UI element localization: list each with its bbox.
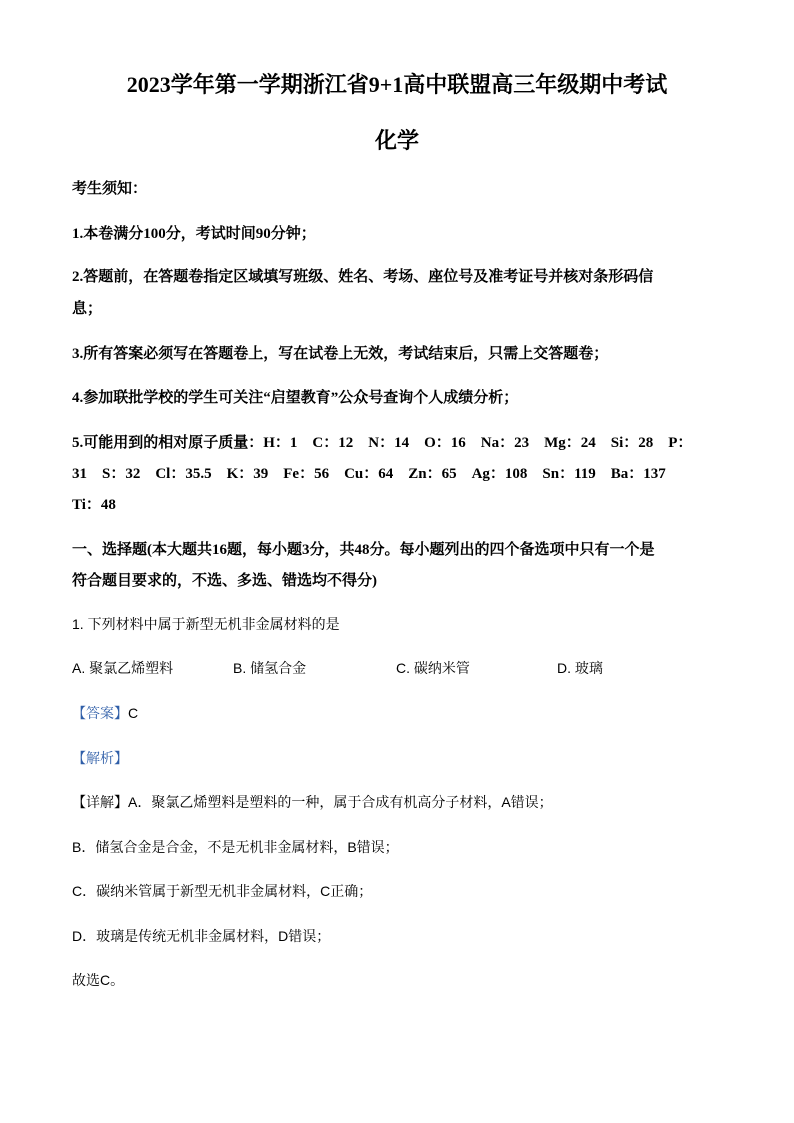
notice-heading: 考生须知： <box>72 181 148 197</box>
detail-text-1: A．聚氯乙烯塑料是塑料的一种，属于合成有机高分子材料，A错误； <box>128 794 553 810</box>
analysis-line <box>72 748 128 768</box>
exam-title: 2023学年第一学期浙江省9+1高中联盟高三年级期中考试 <box>126 72 668 97</box>
section-heading-cont: 符合题目要求的，不选、多选、错选均不得分) <box>72 573 377 589</box>
section-heading: 一、选择题(本大题共16题，每小题3分，共48分。每小题列出的四个备选项中只有一个是 <box>72 542 655 558</box>
option-a: A. 聚氯乙烯塑料 <box>72 660 174 676</box>
answer-value: C <box>128 705 139 721</box>
notice-item-3: 3.所有答案必须写在答题卷上，写在试卷上无效，考试结束后，只需上交答题卷； <box>72 346 609 362</box>
detail-tag: 【详解】 <box>72 794 128 810</box>
notice-item-2: 2.答题前，在答题卷指定区域填写班级、姓名、考场、座位号及准考证号并核对条形码信 <box>72 269 654 285</box>
detail-conclusion: 故选C。 <box>72 972 125 988</box>
detail-line-1 <box>72 792 553 812</box>
detail-line-4: D．玻璃是传统无机非金属材料，D错误； <box>72 928 331 944</box>
answer-line <box>72 703 138 723</box>
notice-item-5: 5.可能用到的相对原子质量：H：1 C：12 N：14 O：16 Na：23 Mg：24 Si：28 P： <box>72 435 693 451</box>
detail-line-3: C．碳纳米管属于新型无机非金属材料，C正确； <box>72 883 373 899</box>
notice-item-4: 4.参加联批学校的学生可关注“启望教育”公众号查询个人成绩分析； <box>72 390 519 406</box>
option-d: D. 玻璃 <box>557 660 603 676</box>
question-stem: 1. 下列材料中属于新型无机非金属材料的是 <box>72 616 340 632</box>
notice-item-5-cont2: Ti：48 <box>72 497 116 513</box>
notice-item-2-cont: 息； <box>72 301 103 317</box>
answer-tag: 【答案】 <box>72 705 128 721</box>
analysis-tag: 【解析】 <box>72 750 128 766</box>
option-c: C. 碳纳米管 <box>396 660 470 676</box>
subject-title: 化学 <box>374 128 419 153</box>
detail-line-2: B．储氢合金是合金，不是无机非金属材料，B错误； <box>72 839 399 855</box>
option-b: B. 储氢合金 <box>233 660 307 676</box>
notice-item-1: 1.本卷满分100分，考试时间90分钟； <box>72 226 316 242</box>
notice-item-5-cont: 31 S：32 Cl：35.5 K：39 Fe：56 Cu：64 Zn：65 Ag：108 Sn：119 Ba：137 <box>72 466 666 482</box>
